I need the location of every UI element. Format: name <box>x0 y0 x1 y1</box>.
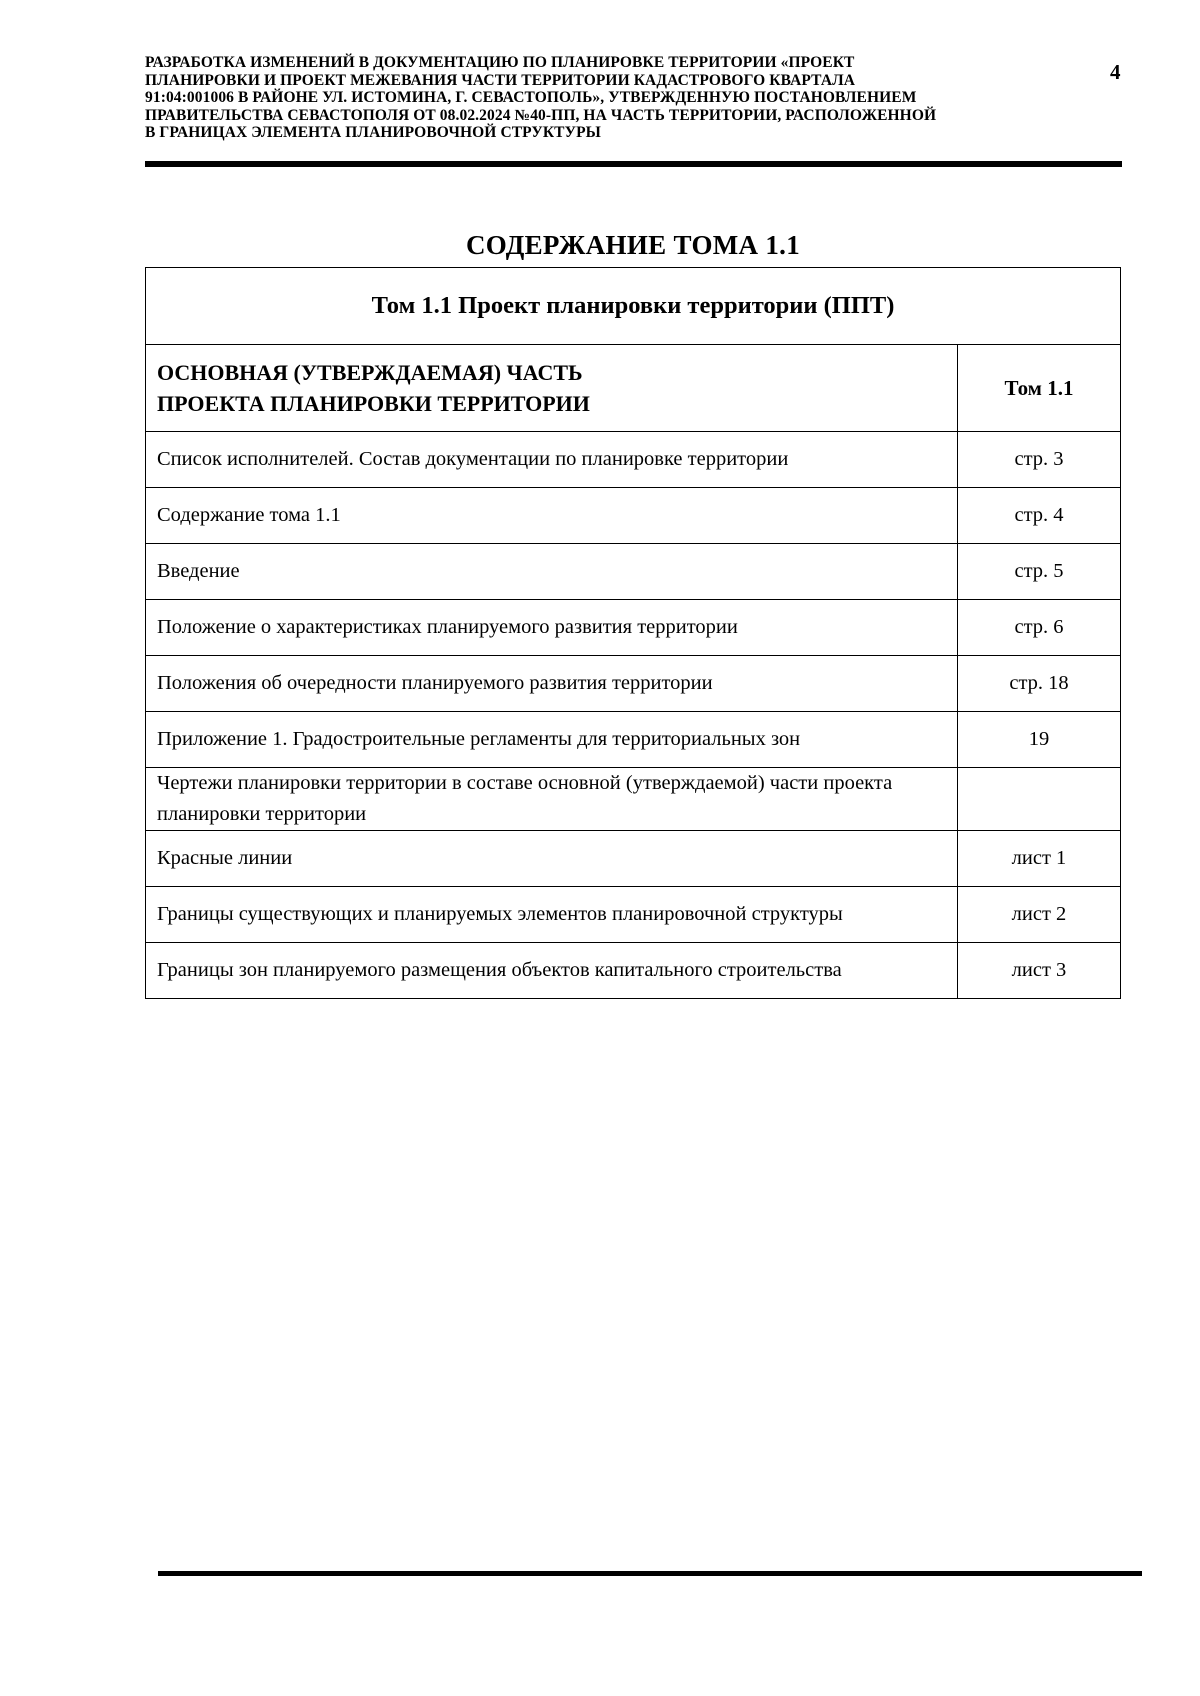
entry-page: стр. 5 <box>958 544 1121 600</box>
entry-title: Введение <box>146 544 958 600</box>
entry-title: Список исполнителей. Состав документации по планировке территории <box>146 432 958 488</box>
entry-title: Красные линии <box>146 831 958 887</box>
table-row <box>146 656 1121 712</box>
contents-table <box>145 267 1121 999</box>
table-row <box>146 544 1121 600</box>
section-header-row <box>146 345 1121 432</box>
header-line: РАЗРАБОТКА ИЗМЕНЕНИЙ В ДОКУМЕНТАЦИЮ ПО ПЛАНИРОВКЕ ТЕРРИТОРИИ «ПРОЕКТ <box>145 54 855 71</box>
volume-title: Том 1.1 Проект планировки территории (ППТ) <box>146 268 1121 345</box>
page-header <box>145 54 1045 142</box>
table-row <box>146 488 1121 544</box>
entry-title: Положение о характеристиках планируемого развития территории <box>146 600 958 656</box>
section-heading-line: ПРОЕКТА ПЛАНИРОВКИ ТЕРРИТОРИИ <box>157 391 590 416</box>
section-heading <box>146 345 958 432</box>
header-line: ПРАВИТЕЛЬСТВА СЕВАСТОПОЛЯ ОТ 08.02.2024 №40-ПП, НА ЧАСТЬ ТЕРРИТОРИИ, РАСПОЛОЖЕННОЙ <box>145 106 937 124</box>
table-row <box>146 887 1121 943</box>
page-number: 4 <box>1110 60 1121 84</box>
entry-page: стр. 3 <box>958 432 1121 488</box>
entry-title: Границы существующих и планируемых элементов планировочной структуры <box>146 887 958 943</box>
footer-divider <box>158 1571 1142 1576</box>
entry-title: Положения об очередности планируемого развития территории <box>146 656 958 712</box>
entry-page <box>958 768 1121 831</box>
table-row <box>146 831 1121 887</box>
entry-page: 19 <box>958 712 1121 768</box>
table-row <box>146 712 1121 768</box>
entry-page: лист 2 <box>958 887 1121 943</box>
table-row <box>146 943 1121 999</box>
table-row <box>146 768 1121 831</box>
section-heading-line: ОСНОВНАЯ (УТВЕРЖДАЕМАЯ) ЧАСТЬ <box>157 360 583 385</box>
entry-title: Границы зон планируемого размещения объектов капитального строительства <box>146 943 958 999</box>
entry-page: лист 1 <box>958 831 1121 887</box>
entry-page: лист 3 <box>958 943 1121 999</box>
volume-title-row <box>146 268 1121 345</box>
entry-title: Чертежи планировки территории в составе основной (утверждаемой) части проекта планировки территории <box>146 768 958 831</box>
header-line: В ГРАНИЦАХ ЭЛЕМЕНТА ПЛАНИРОВОЧНОЙ СТРУКТУРЫ <box>145 124 601 142</box>
section-volume-ref: Том 1.1 <box>958 345 1121 432</box>
entry-title: Приложение 1. Градостроительные регламенты для территориальных зон <box>146 712 958 768</box>
entry-page: стр. 4 <box>958 488 1121 544</box>
table-row <box>146 432 1121 488</box>
header-divider <box>145 161 1122 167</box>
document-title: СОДЕРЖАНИЕ ТОМА 1.1 <box>465 230 801 260</box>
entry-title: Содержание тома 1.1 <box>146 488 958 544</box>
entry-page: стр. 18 <box>958 656 1121 712</box>
entry-page: стр. 6 <box>958 600 1121 656</box>
table-row <box>146 600 1121 656</box>
header-line: 91:04:001006 В РАЙОНЕ УЛ. ИСТОМИНА, Г. СЕВАСТОПОЛЬ», УТВЕРЖДЕННУЮ ПОСТАНОВЛЕНИЕМ <box>145 89 917 107</box>
header-line: ПЛАНИРОВКИ И ПРОЕКТ МЕЖЕВАНИЯ ЧАСТИ ТЕРРИТОРИИ КАДАСТРОВОГО КВАРТАЛА <box>145 71 856 89</box>
